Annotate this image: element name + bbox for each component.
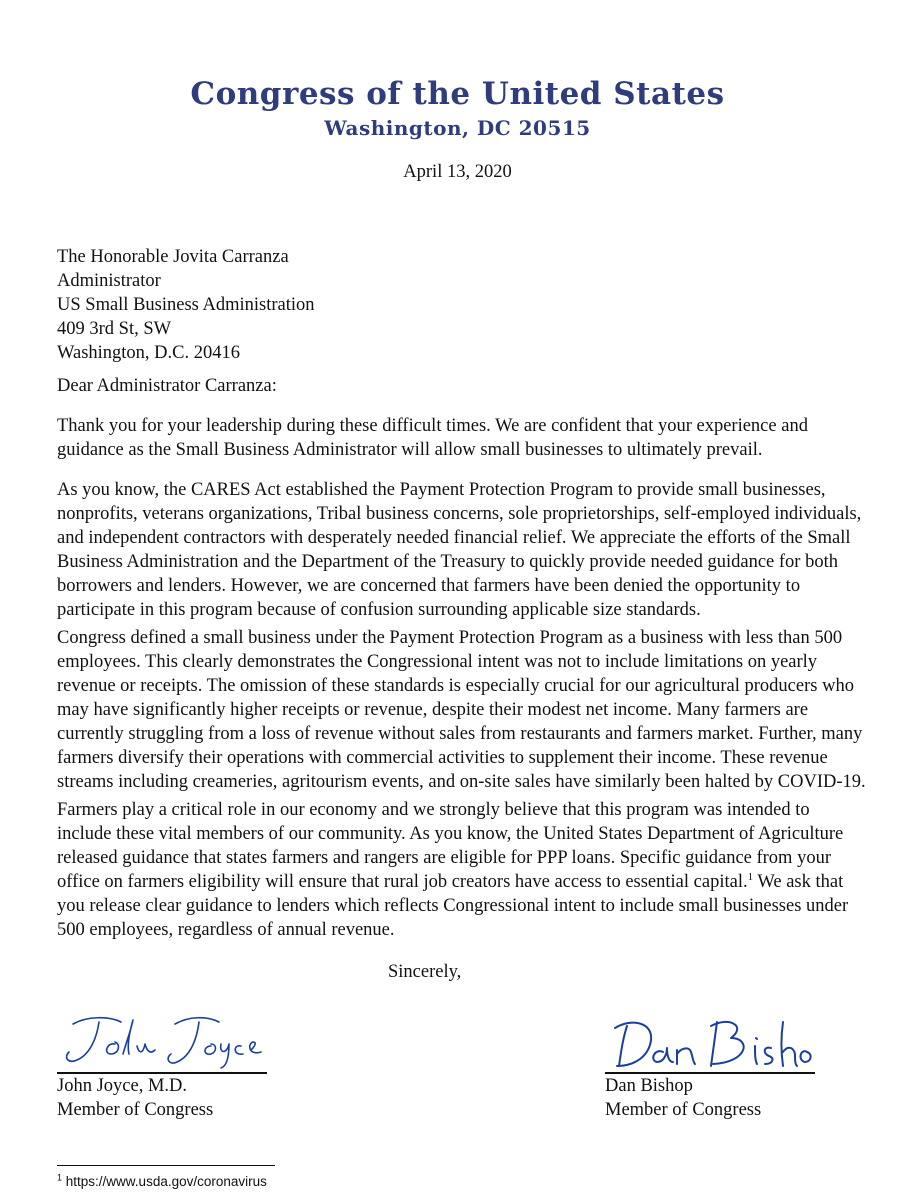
paragraph-line: borrowers and lenders. However, we are concerned that farmers have been denied the opportunity to: [57, 576, 801, 596]
paragraph-line: revenue or receipts. The omission of these standards is especially crucial for our agricultural producers who: [57, 676, 854, 696]
paragraph-line: include these vital members of our community. As you know, the United States Department of Agriculture: [57, 824, 844, 844]
salutation: Dear Administrator Carranza:: [57, 376, 277, 396]
handwritten-signature-image: [57, 1010, 267, 1072]
handwritten-signature-image: [605, 1012, 815, 1076]
address-line: 409 3rd St, SW: [57, 319, 172, 339]
letterhead-title: Congress of the United States: [190, 76, 725, 112]
paragraph-line: farmers diversify their operations with commercial activities to supplement their income. These revenue: [57, 748, 828, 768]
signer-block-right: [605, 1074, 761, 1122]
body-paragraph-4: [57, 798, 857, 942]
address-line: The Honorable Jovita Carranza: [57, 247, 289, 267]
signer-name: John Joyce, M.D.: [57, 1076, 188, 1096]
footnote-marker: 1: [57, 1172, 63, 1183]
paragraph-line: 500 employees, regardless of annual revenue.: [57, 920, 395, 940]
address-line: Washington, D.C. 20416: [57, 343, 240, 363]
paragraph-line: Business Administration and the Department of the Treasury to quickly provide needed guidance for both: [57, 552, 838, 572]
paragraph-line: participate in this program because of confusion surrounding applicable size standards.: [57, 600, 701, 620]
paragraph-line: nonprofits, veterans organizations, Tribal business concerns, sole proprietorships, self-employed individuals,: [57, 504, 862, 524]
paragraph-line: currently struggling from a loss of revenue without sales from restaurants and farmers market. Further, many: [57, 724, 863, 744]
letter-date: April 13, 2020: [403, 162, 512, 182]
signer-block-left: [57, 1074, 213, 1122]
recipient-address: [57, 245, 857, 365]
signer-title: Member of Congress: [605, 1100, 762, 1120]
paragraph-line: guidance as the Small Business Administrator will allow small businesses to ultimately prevail.: [57, 440, 763, 460]
body-paragraph-1: [57, 414, 857, 462]
paragraph-line: Congress defined a small business under the Payment Protection Program as a business with less than 500: [57, 628, 843, 648]
paragraph-line: may have significantly higher receipts or revenue, despite their modest net income. Many farmers are: [57, 700, 809, 720]
paragraph-line: As you know, the CARES Act established the Payment Protection Program to provide small businesses,: [57, 480, 826, 500]
paragraph-line: Thank you for your leadership during these difficult times. We are confident that your experience and: [57, 416, 808, 436]
footnote-reference[interactable]: 1: [747, 870, 754, 883]
closing: Sincerely,: [388, 962, 462, 982]
signature-john-joyce: [57, 1010, 267, 1072]
signature-dan-bishop: [605, 1012, 815, 1076]
paragraph-line-text: office on farmers eligibility will ensure that rural job creators have access to essential capital.: [57, 872, 748, 892]
paragraph-line: and independent contractors with desperately needed financial relief. We appreciate the efforts of the Small: [57, 528, 851, 548]
letterhead-subtitle: Washington, DC 20515: [324, 116, 591, 140]
paragraph-line-with-footnote: [57, 870, 857, 894]
paragraph-line: released guidance that states farmers and rangers are eligible for PPP loans. Specific guidance from your: [57, 848, 831, 868]
address-line: US Small Business Administration: [57, 295, 315, 315]
paragraph-line: Farmers play a critical role in our economy and we strongly believe that this program was intended to: [57, 800, 810, 820]
footnote: [57, 1173, 267, 1191]
paragraph-line: you release clear guidance to lenders which reflects Congressional intent to include small businesses under: [57, 896, 849, 916]
paragraph-line: streams including creameries, agritourism events, and on-site sales have similarly been halted by COVID-19.: [57, 772, 866, 792]
address-line: Administrator: [57, 271, 161, 291]
footnote-link[interactable]: https://www.usda.gov/coronavirus: [65, 1174, 267, 1189]
paragraph-line: employees. This clearly demonstrates the Congressional intent was not to include limitations on yearly: [57, 652, 818, 672]
signer-title: Member of Congress: [57, 1100, 214, 1120]
signer-name: Dan Bishop: [605, 1076, 693, 1096]
body-paragraph-2: [57, 478, 862, 622]
paragraph-line-tail: We ask that: [753, 872, 844, 892]
body-paragraph-3: [57, 626, 866, 794]
footnote-divider: [57, 1165, 275, 1166]
